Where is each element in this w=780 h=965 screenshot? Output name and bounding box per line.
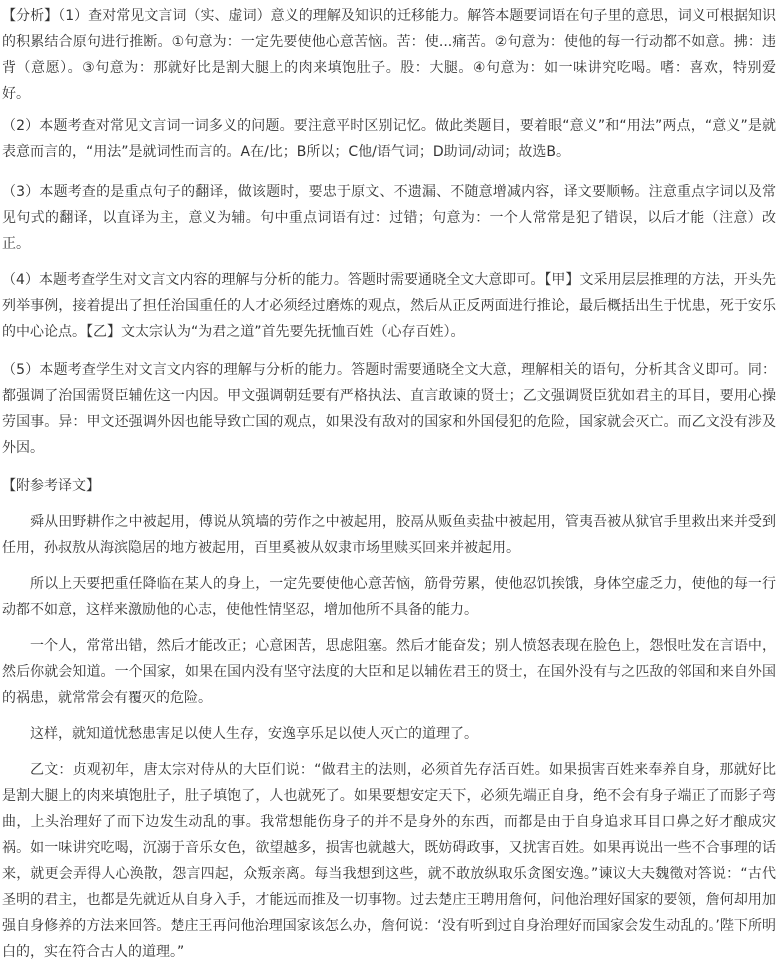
translation-paragraph-5: 乙文：贞观初年，唐太宗对侍从的大臣们说：“做君主的法则，必须首先存活百姓。如果损害百姓来奉养自身，那就好比是割大腿上的肉来填饱肚子，肚子填饱了，人也就死了。如果要想安定天下，必须先端正自身，绝不会有身子端正了而影子弯曲，上头治理好了而下边发生动乱的事。我常想能伤身子的并不是身外的东西，而都是由于自身追求耳目口鼻之好才酿成灾祸。如一味讲究吃喝，沉溺于音乐女色，欲望越多，损害也就越大，既妨碍政事，又扰害百姓。如果再说出一些不合事理的话来，就更会弄得人心涣散，怨言四起，众叛亲离。每当我想到这些，就不敢放纵取乐贪图安逸。”谏议大夫魏徵对答说：“古代圣明的君主，也都是先就近从自身入手，才能远而推及一切事物。过去楚庄王聘用詹何，问他治理好国家的要领，詹何却用加强自身修养的方法来回答。楚庄王再问他治理国家该怎么办，詹何说：‘没有听到过自身治理好而国家会发生动乱的。’陛下所明白的，实在符合古人的道理。”: [2, 762, 776, 960]
translation-paragraph-2: 所以上天要把重任降临在某人的身上，一定先要使他心意苦恼，筋骨劳累，使他忍饥挨饿，身体空虚乏力，使他的每一行动都不如意，这样来激励他的心志，使他性情坚忍，增加他所不具备的能力。: [2, 576, 776, 618]
analysis-q2: （2）本题考查对常见文言词一词多义的问题。要注意平时区别记忆。做此类题目，要着眼“意义”和“用法”两点，“意义”是就表意而言的，“用法”是就词性而言的。A在/比；B所以；C他/语气词；D助词/动词；故选B。: [2, 118, 776, 160]
translation-paragraph-4: 这样，就知道忧愁患害足以使人生存，安逸享乐足以使人灭亡的道理了。: [30, 726, 478, 742]
translation-heading: 【附参考译文】: [2, 478, 100, 494]
analysis-q5: （5）本题考查学生对文言文内容的理解与分析的能力。答题时需要通晓全文大意，理解相关的语句，分析其含义即可。同：都强调了治国需贤臣辅佐这一内因。甲文强调朝廷要有严格执法、直言敢谏的贤士；乙文强调贤臣犹如君主的耳目，要用心操劳国事。异：甲文还强调外因也能导致亡国的观点，如果没有敌对的国家和外国侵犯的危险，国家就会灭亡。而乙文没有涉及外因。: [2, 362, 776, 456]
analysis-q3: （3）本题考查的是重点句子的翻译，做该题时，要忠于原文、不遗漏、不随意增减内容，译文要顺畅。注意重点字词以及常见句式的翻译，以直译为主，意义为辅。句中重点词语有过：过错；句意为：一个人常常是犯了错误，以后才能（注意）改正。: [2, 184, 776, 252]
analysis-q4: （4）本题考查学生对文言文内容的理解与分析的能力。答题时需要通晓全文大意即可。【甲】文采用层层推理的方法，开头先列举事例，接着提出了担任治国重任的人才必须经过磨炼的观点，然后从正反两面进行推论，最后概括出生于忧患，死于安乐的中心论点。【乙】文太宗认为“为君之道”首先要先抚恤百姓（心存百姓）。: [2, 272, 776, 340]
translation-paragraph-3: 一个人，常常出错，然后才能改正；心意困苦，思虑阻塞。然后才能奋发；别人愤怒表现在脸色上，怨恨吐发在言语中，然后你就会知道。一个国家，如果在国内没有坚守法度的大臣和足以辅佐君王的贤士，在国外没有与之匹敌的邻国和来自外国的祸患，就常常会有覆灭的危险。: [2, 638, 776, 706]
analysis-q1: 【分析】（1）查对常见文言词（实、虚词）意义的理解及知识的迁移能力。解答本题要词语在句子里的意思，词义可根据知识的积累结合原句进行推断。①句意为：一定先要使他心意苦恼。苦：使...痛苦。②句意为：使他的每一行动都不如意。拂：违背（意愿）。③句意为：那就好比是割大腿上的肉来填饱肚子。股：大腿。④句意为：如一味讲究吃喝。嗜：喜欢，特别爱好。: [2, 8, 776, 102]
translation-paragraph-1: 舜从田野耕作之中被起用，傅说从筑墙的劳作之中被起用，胶鬲从贩鱼卖盐中被起用，管夷吾被从狱官手里救出来并受到任用，孙叔敖从海滨隐居的地方被起用，百里奚被从奴隶市场里赎买回来并被起用。: [2, 514, 776, 556]
